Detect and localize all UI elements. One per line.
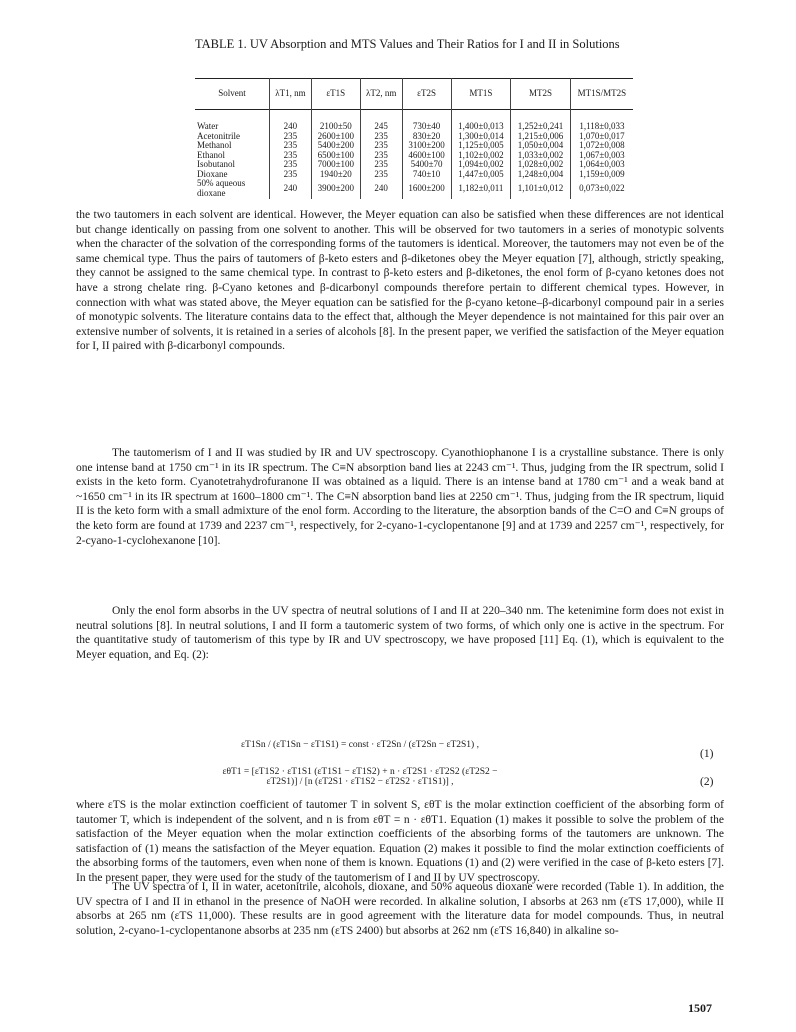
table-cell: 1,094±0,002 xyxy=(451,160,511,170)
table-cell: 235 xyxy=(270,132,312,142)
table-cell: 1,118±0,033 xyxy=(570,110,633,132)
table-cell: 1,300±0,014 xyxy=(451,132,511,142)
table-cell: 3900±200 xyxy=(311,179,360,199)
table-header-cell: λT2, nm xyxy=(360,79,402,110)
equation-2-number: (2) xyxy=(700,776,714,788)
table-cell: 1,101±0,012 xyxy=(511,179,571,199)
table-cell: 0,073±0,022 xyxy=(570,179,633,199)
table-cell: 1,248±0,004 xyxy=(511,170,571,180)
table-cell: 245 xyxy=(360,110,402,132)
table-cell: Methanol xyxy=(197,140,232,150)
table-cell: 2600±100 xyxy=(311,132,360,142)
table-cell: 235 xyxy=(360,132,402,142)
table-cell: 235 xyxy=(270,141,312,151)
table-caption: TABLE 1. UV Absorption and MTS Values and Their Ratios for I and II in Solutions xyxy=(195,37,620,51)
table-cell: 235 xyxy=(360,141,402,151)
table-cell: 740±10 xyxy=(402,170,451,180)
table-cell: 1,070±0,017 xyxy=(570,132,633,142)
table-cell: 6500±100 xyxy=(311,151,360,161)
table-cell: Ethanol xyxy=(197,149,225,160)
table-cell: Water xyxy=(197,121,219,131)
table-cell: 1,028±0,002 xyxy=(511,160,571,170)
table-cell: 240 xyxy=(270,179,312,199)
equation-1-number: (1) xyxy=(700,748,714,760)
table-cell: 1,067±0,003 xyxy=(570,151,633,161)
table-cell: 240 xyxy=(360,179,402,199)
equation-2: εθT1 = [εT1S2 · εT1S1 (εT1S1 − εT1S2) + n · εT2S1 · εT2S2 (εT2S2 − εT2S1)] / [n (εT2S1 · εT1S2 − εT2S2 · εT1S1)] , xyxy=(222,767,498,787)
table-cell: 1940±20 xyxy=(311,170,360,180)
table-cell: 1,159±0,009 xyxy=(570,170,633,180)
table-cell: 1,215±0,006 xyxy=(511,132,571,142)
paragraph-meyer-equation: the two tautomers in each solvent are identical. However, the Meyer equation can also be satisfied when these differences are not identical but change identically on passing from one solvent to another. This will be observed for two tautomers in a series of monotypic solvents when the character of the solvation of the corresponding forms of the tautomers is identical. Moreover, the tautomers may not even be of the same chemical type. Thus the pairs of tautomers of β-keto esters and β-diketones obey the Meyer equation [7], although, strictly speaking, they cannot be assigned to the same chemical type. In contrast to β-keto esters and β-diketones, the enol form of β-cyano ketones does not have a strong chelate ring. β-Cyano ketones and β-dicarbonyl compounds therefore pertain to different chemical types. However, in connection with what was stated above, the Meyer equation can be satisfied for the β-cyano ketone–β-dicarbonyl compound pair in a series of monotypic solvents. The literature contains data to the effect that, although the Meyer dependence is not maintained for this pair over an extensive number of solvents, it is retained in a series of alcohols [8]. In the present paper, we verified the satisfaction of the Meyer equation for I, II paired with β-dicarbonyl compounds. xyxy=(76,209,724,353)
table-row xyxy=(195,179,633,199)
table-cell: 1600±200 xyxy=(402,179,451,199)
paragraph-ir-uv-study: The tautomerism of I and II was studied by IR and UV spectroscopy. Cyanothiophanone I is a crystalline substance. There is only one intense band at 1750 cm⁻¹ in its IR spectrum. The C≡N absorption band lies at 2243 cm⁻¹. Thus, judging from the IR spectrum, solid I exists in the keto form. Cyanotetrahydrofuranone II was obtained as a liquid. There is an intense band at 1780 cm⁻¹ and a weak band at ~1650 cm⁻¹ in its IR spectrum at 1600–1800 cm⁻¹. The C≡N absorption band lies at 2250 cm⁻¹. Thus, judging from the IR spectrum, liquid II is the keto form with a small admixture of the enol form. According to the literature, the absorption bands of the C=O and C≡N groups of the keto form are found at 1739 and 2237 cm⁻¹, respectively, for 2-cyano-1-cyclopentanone [9] and at 1739 and 2257 cm⁻¹, respectively, for 2-cyano-1-cyclohexanone [10]. xyxy=(76,447,724,547)
table-cell: 4600±100 xyxy=(402,151,451,161)
table-row xyxy=(195,110,633,132)
table-cell: 50% aqueous dioxane xyxy=(197,178,246,198)
table-header-cell: λT1, nm xyxy=(270,79,312,110)
table-header-cell: MT1S/MT2S xyxy=(570,79,633,110)
table-cell: 2100±50 xyxy=(311,110,360,132)
table-cell: 235 xyxy=(270,170,312,180)
table-row xyxy=(195,170,633,180)
table-header-cell: Solvent xyxy=(218,88,246,99)
table-cell: Acetonitrile xyxy=(197,130,240,141)
table-cell: Dioxane xyxy=(197,168,228,179)
table-cell: 7000±100 xyxy=(311,160,360,170)
table-cell: 1,447±0,005 xyxy=(451,170,511,180)
table-cell: 235 xyxy=(270,160,312,170)
table-header-row xyxy=(195,79,633,110)
table-header-cell: εT1S xyxy=(311,79,360,110)
table-cell: 1,400±0,013 xyxy=(451,110,511,132)
table-cell: 235 xyxy=(270,151,312,161)
table-cell: 5400±200 xyxy=(311,141,360,151)
table-header-cell: εT2S xyxy=(402,79,451,110)
table-cell: 1,072±0,008 xyxy=(570,141,633,151)
table-cell: 730±40 xyxy=(402,110,451,132)
table-cell: 1,050±0,004 xyxy=(511,141,571,151)
equation-1: εT1Sn / (εT1Sn − εT1S1) = const · εT2Sn / (εT2Sn − εT2S1) , xyxy=(241,740,479,750)
paragraph-enol-form: Only the enol form absorbs in the UV spectra of neutral solutions of I and II at 220–340 nm. The ketenimine form does not exist in neutral solutions [8]. In neutral solutions, I and II form a tautomeric system of two forms, of which only one is active in the spectrum. For the quantitative study of tautomerism of this type by IR and UV spectroscopy, we have proposed [11] Eq. (1), which is equivalent to the Meyer equation, and Eq. (2): xyxy=(76,605,724,661)
table-header-cell: MT1S xyxy=(451,79,511,110)
page-number: 1507 xyxy=(688,1001,712,1015)
table-cell: 235 xyxy=(360,170,402,180)
table-cell: 3100±200 xyxy=(402,141,451,151)
table-cell: 5400±70 xyxy=(402,160,451,170)
table-cell: 1,182±0,011 xyxy=(451,179,511,199)
uv-absorption-table xyxy=(195,78,633,199)
table-cell: 1,125±0,005 xyxy=(451,141,511,151)
table-cell: 1,064±0,003 xyxy=(570,160,633,170)
table-cell: Isobutanol xyxy=(197,159,235,169)
table-cell: 1,102±0,002 xyxy=(451,151,511,161)
table-cell: 830±20 xyxy=(402,132,451,142)
table-cell: 235 xyxy=(360,160,402,170)
paragraph-extinction-coefficients: where εTS is the molar extinction coefficient of tautomer T in solvent S, εθT is the molar extinction coefficient of the absorbing form of tautomer T, which is independent of the solvent, and n is from εθT = n · εθT1. Equation (1) makes it possible to solve the problem of the satisfaction of the Meyer equation when the molar extinction coefficients of the absorbing forms of the tautomers are unknown. The satisfaction of (1) means the satisfaction of the Meyer equation. Equation (2) makes it possible to find the molar extinction coefficients of the absorbing forms of the tautomers, even when none of them is known. Equations (1) and (2) were verified in the case of β-keto esters [7]. In the present paper, they were used for the study of the tautomerism of I and II by UV spectroscopy. xyxy=(76,799,724,884)
paragraph-uv-spectra: The UV spectra of I, II in water, acetonitrile, alcohols, dioxane, and 50% aqueous dioxane were recorded (Table 1). In addition, the UV spectra of I and II in ethanol in the presence of NaOH were recorded. In alkaline solution, I absorbs at 263 nm (εTS 17,000), while II absorbs at 265 nm (εTS 11,000). These results are in good agreement with the literature data for model compounds. Thus, in neutral solution, 2-cyano-1-cyclopentanone absorbs at 235 nm (εTS 2400) but absorbs at 262 nm (εTS 16,840) in alkaline so- xyxy=(76,881,724,937)
table-cell: 240 xyxy=(270,110,312,132)
table-cell: 1,033±0,002 xyxy=(511,151,571,161)
table-cell: 1,252±0,241 xyxy=(511,110,571,132)
table-cell: 235 xyxy=(360,151,402,161)
table-header-cell: MT2S xyxy=(511,79,571,110)
